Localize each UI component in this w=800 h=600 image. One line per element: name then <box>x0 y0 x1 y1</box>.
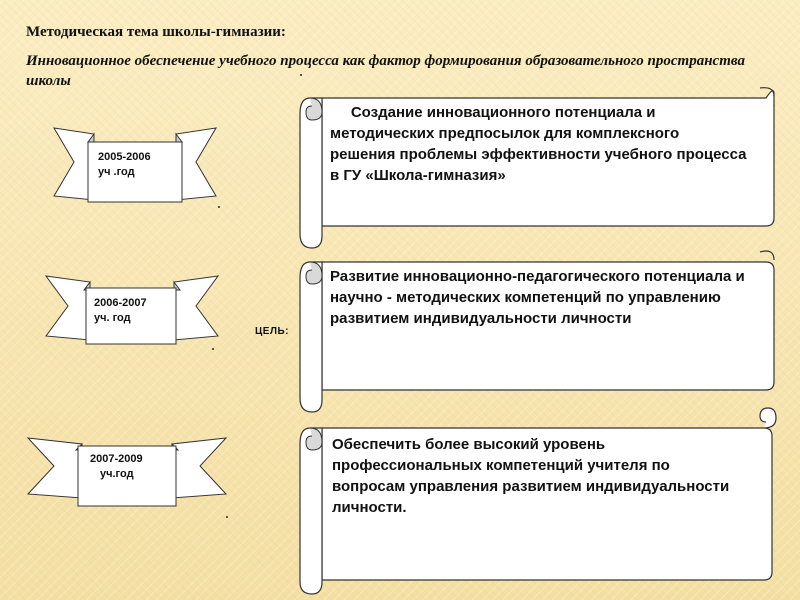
year-banner-1 <box>50 120 220 210</box>
year-banner-3 <box>24 432 230 512</box>
decor-dot <box>212 348 214 350</box>
methodical-theme-heading: Методическая тема школы-гимназии: <box>26 24 286 40</box>
title-block <box>26 24 786 91</box>
year-banner-2 <box>42 270 222 350</box>
decor-dot <box>218 206 220 208</box>
methodical-theme-text: Инновационное обеспечение учебного процесса как фактор формирования образовательного пространства школы <box>26 53 745 89</box>
decor-dot <box>300 74 302 76</box>
goal-scroll-3 <box>298 404 780 596</box>
year-label-1: 2005-2006 уч .год <box>98 151 151 178</box>
goal-label: ЦЕЛЬ: <box>255 326 290 337</box>
goal-text-3: Обеспечить более высокий уровень профессиональных компетенций учителя по вопросам управления развитием индивидуальности личности. <box>332 436 730 516</box>
year-label-2: 2006-2007 уч. год <box>94 297 147 324</box>
goal-scroll-2 <box>298 248 778 414</box>
decor-dot <box>226 516 228 518</box>
year-label-3: 2007-2009 уч.год <box>90 453 143 480</box>
goal-text-1: Создание инновационного потенциала и методических предпосылок для комплексного решения проблемы эффективности учебного процесса в ГУ «Школа-гимназия» <box>330 104 751 184</box>
goal-text-2: Развитие инновационно-педагогического потенциала и научно - методических компетенций по управлению развитием индивидуальности личности <box>330 268 745 327</box>
goal-scroll-1 <box>298 86 778 252</box>
